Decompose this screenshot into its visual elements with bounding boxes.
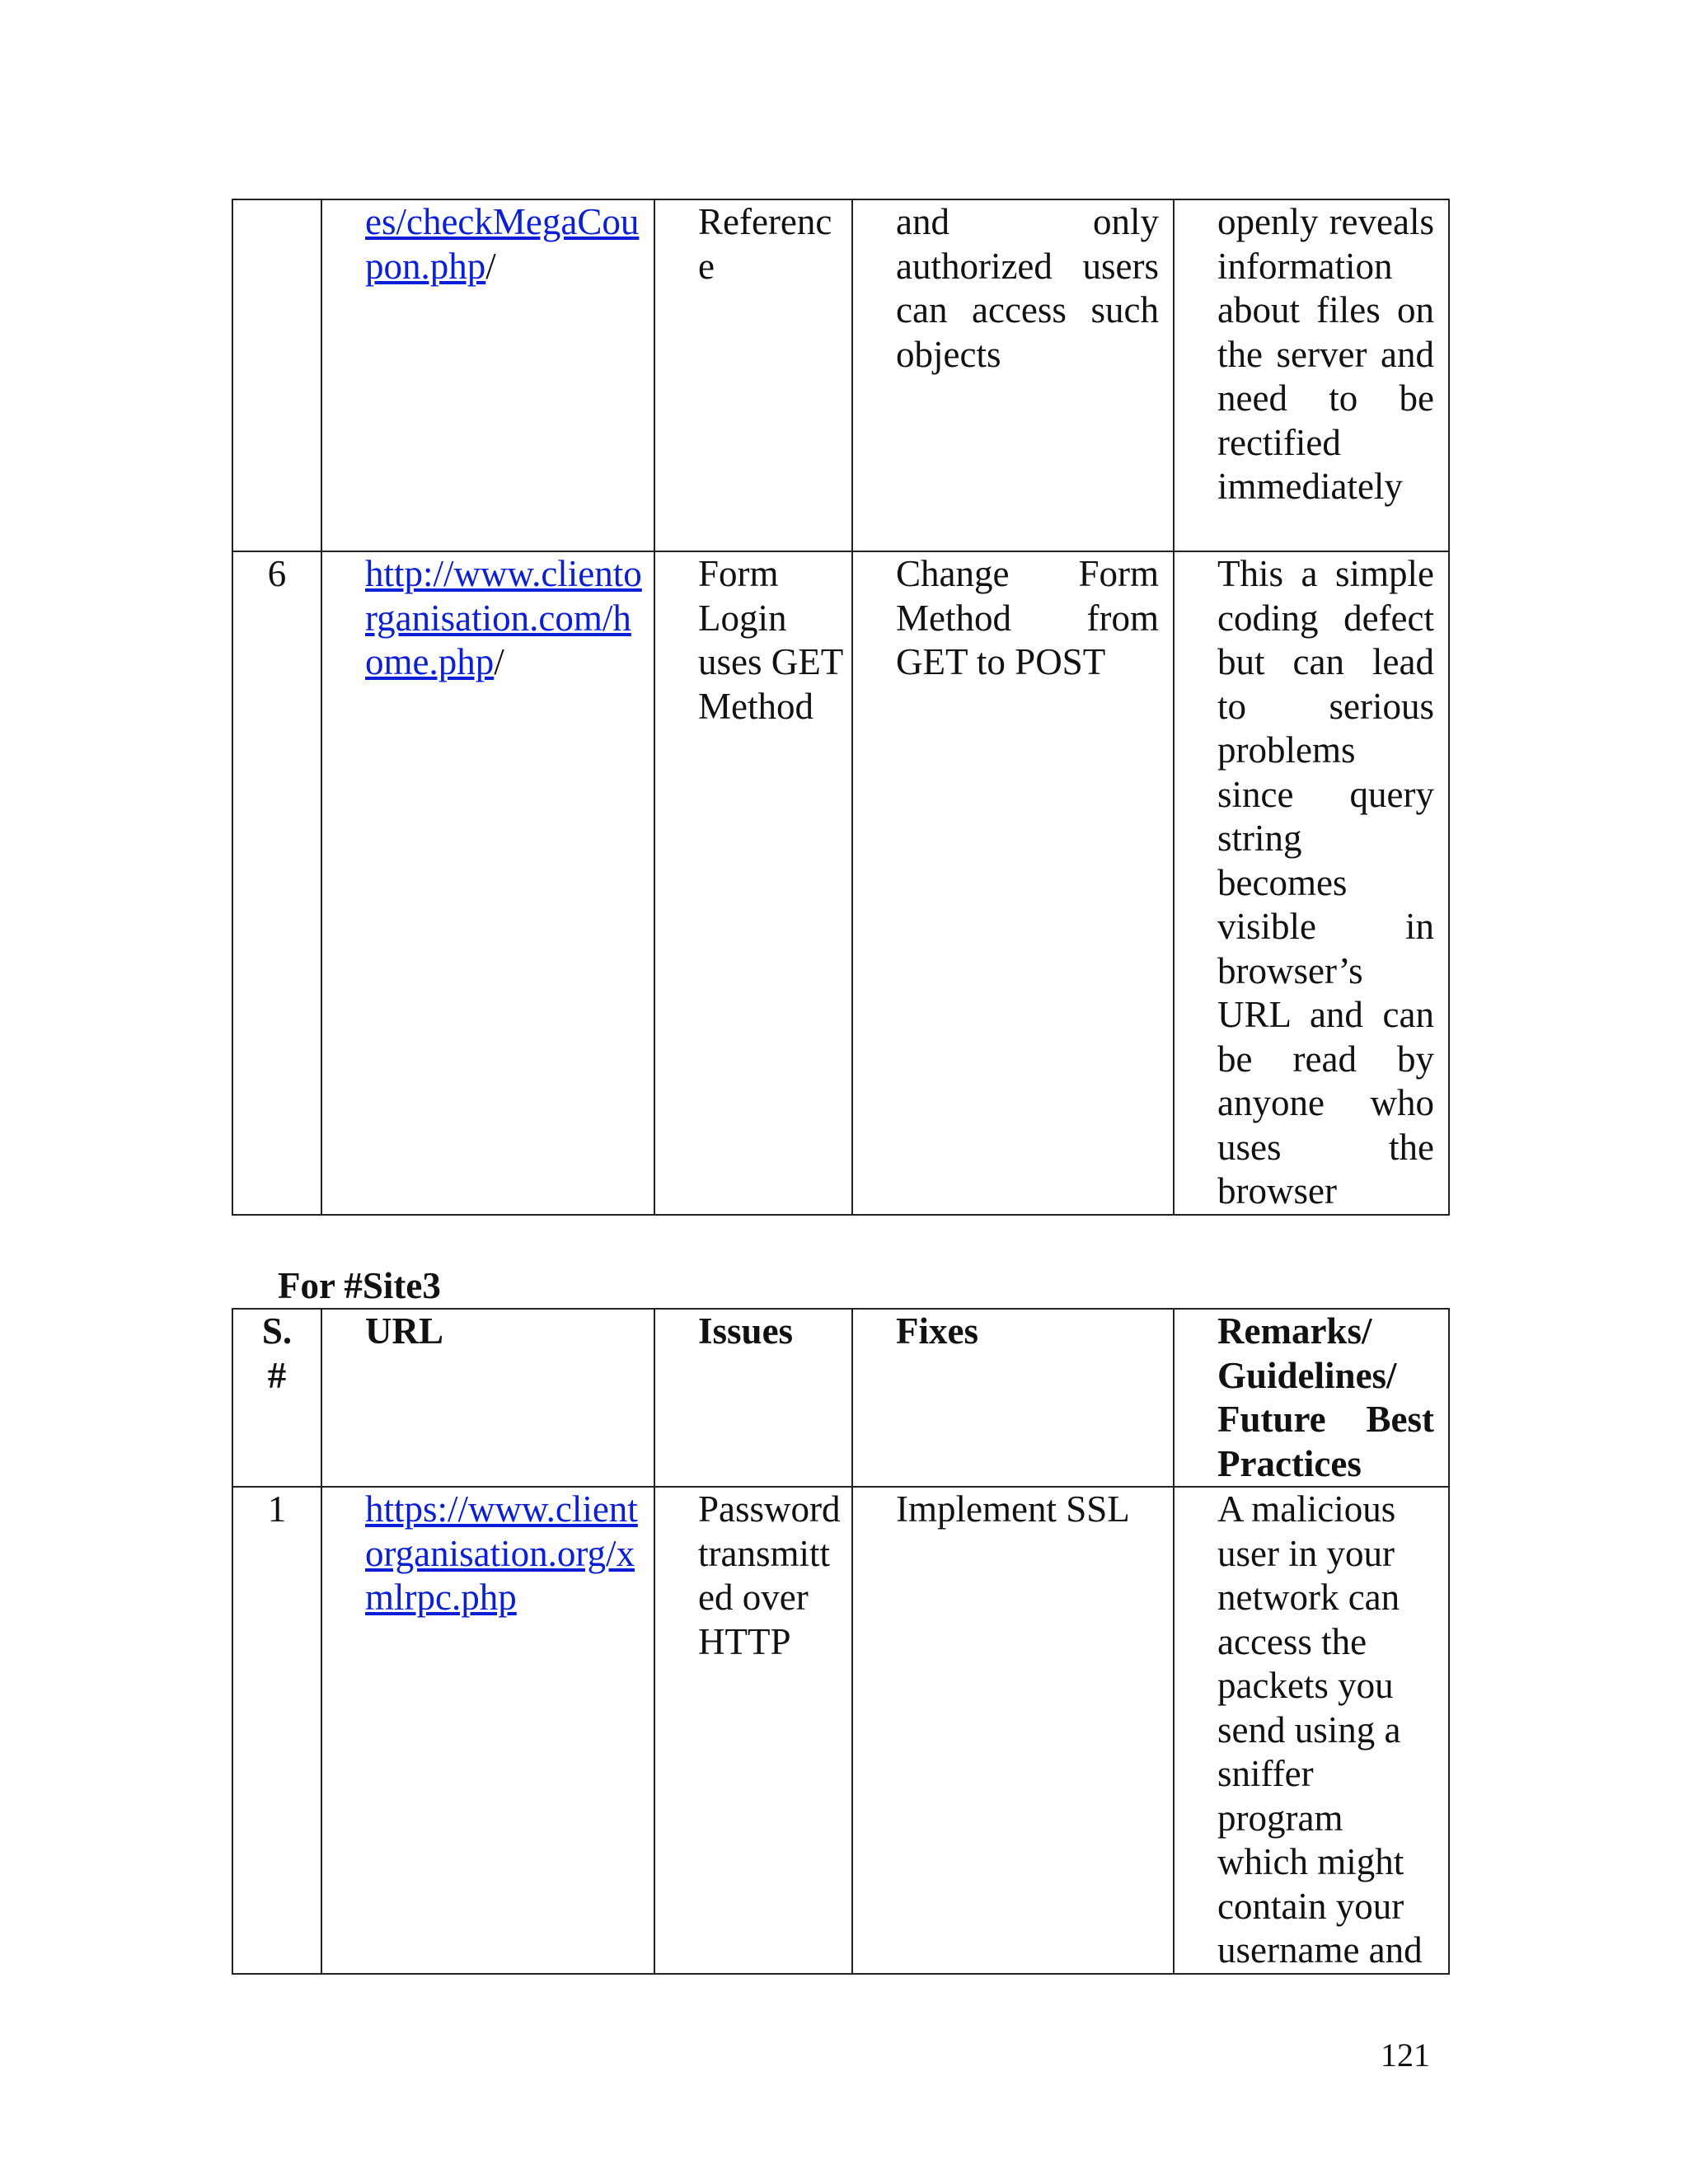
issues-cell	[654, 1487, 852, 1974]
url-suffix: /	[485, 245, 496, 287]
page-number: 121	[1381, 2036, 1430, 2074]
url-cell	[321, 199, 654, 551]
table-row	[232, 551, 1449, 1215]
table-row	[232, 199, 1449, 551]
issues-cell	[654, 551, 852, 1215]
table-row	[232, 1487, 1449, 1974]
url-cell	[321, 551, 654, 1215]
issues-cell	[654, 199, 852, 551]
url-suffix: /	[494, 641, 504, 682]
header-remarks: Remarks/ Guidelines/ Future Best Practices	[1174, 1309, 1449, 1487]
remarks-cell: A malicious user in your network can access the packets you send using a sniffer program which might contain your username and	[1174, 1487, 1449, 1974]
fixes-cell: Implement SSL	[852, 1487, 1174, 1974]
header-issues: Issues	[654, 1309, 852, 1487]
fixes-cell: and only authorized users can access such objects	[852, 199, 1174, 551]
section-heading: For #Site3	[278, 1265, 441, 1306]
header-serial-number: S.#	[232, 1309, 321, 1487]
fixes-cell: Change Form Method from GET to POST	[852, 551, 1174, 1215]
header-fixes: Fixes	[852, 1309, 1174, 1487]
remarks-cell: openly reveals information about files on the server and need to be rectified immediately	[1174, 199, 1449, 551]
table-header-row	[232, 1309, 1449, 1487]
serial-number-cell: 6	[232, 551, 321, 1215]
vulnerability-table-site3	[232, 1308, 1450, 1975]
serial-number-cell	[232, 199, 321, 551]
url-link[interactable]: es/checkMegaCoupon.php	[365, 201, 640, 287]
remarks-cell: This a simple coding defect but can lead to serious problems since query string becomes visible in browser’s URL and can be read by anyone who uses the browser	[1174, 551, 1449, 1215]
header-url: URL	[321, 1309, 654, 1487]
url-link[interactable]: http://www.clientorganisation.com/home.php	[365, 553, 642, 682]
serial-number-cell: 1	[232, 1487, 321, 1974]
vulnerability-table-site2	[232, 199, 1450, 1216]
url-cell	[321, 1487, 654, 1974]
issue-text: Password transmitted over HTTP	[698, 1488, 841, 1662]
issue-text: Reference	[698, 201, 832, 287]
url-link[interactable]: https://www.clientorganisation.org/xmlrpc.php	[365, 1488, 638, 1618]
issue-text: Form Login uses GET Method	[698, 553, 843, 727]
